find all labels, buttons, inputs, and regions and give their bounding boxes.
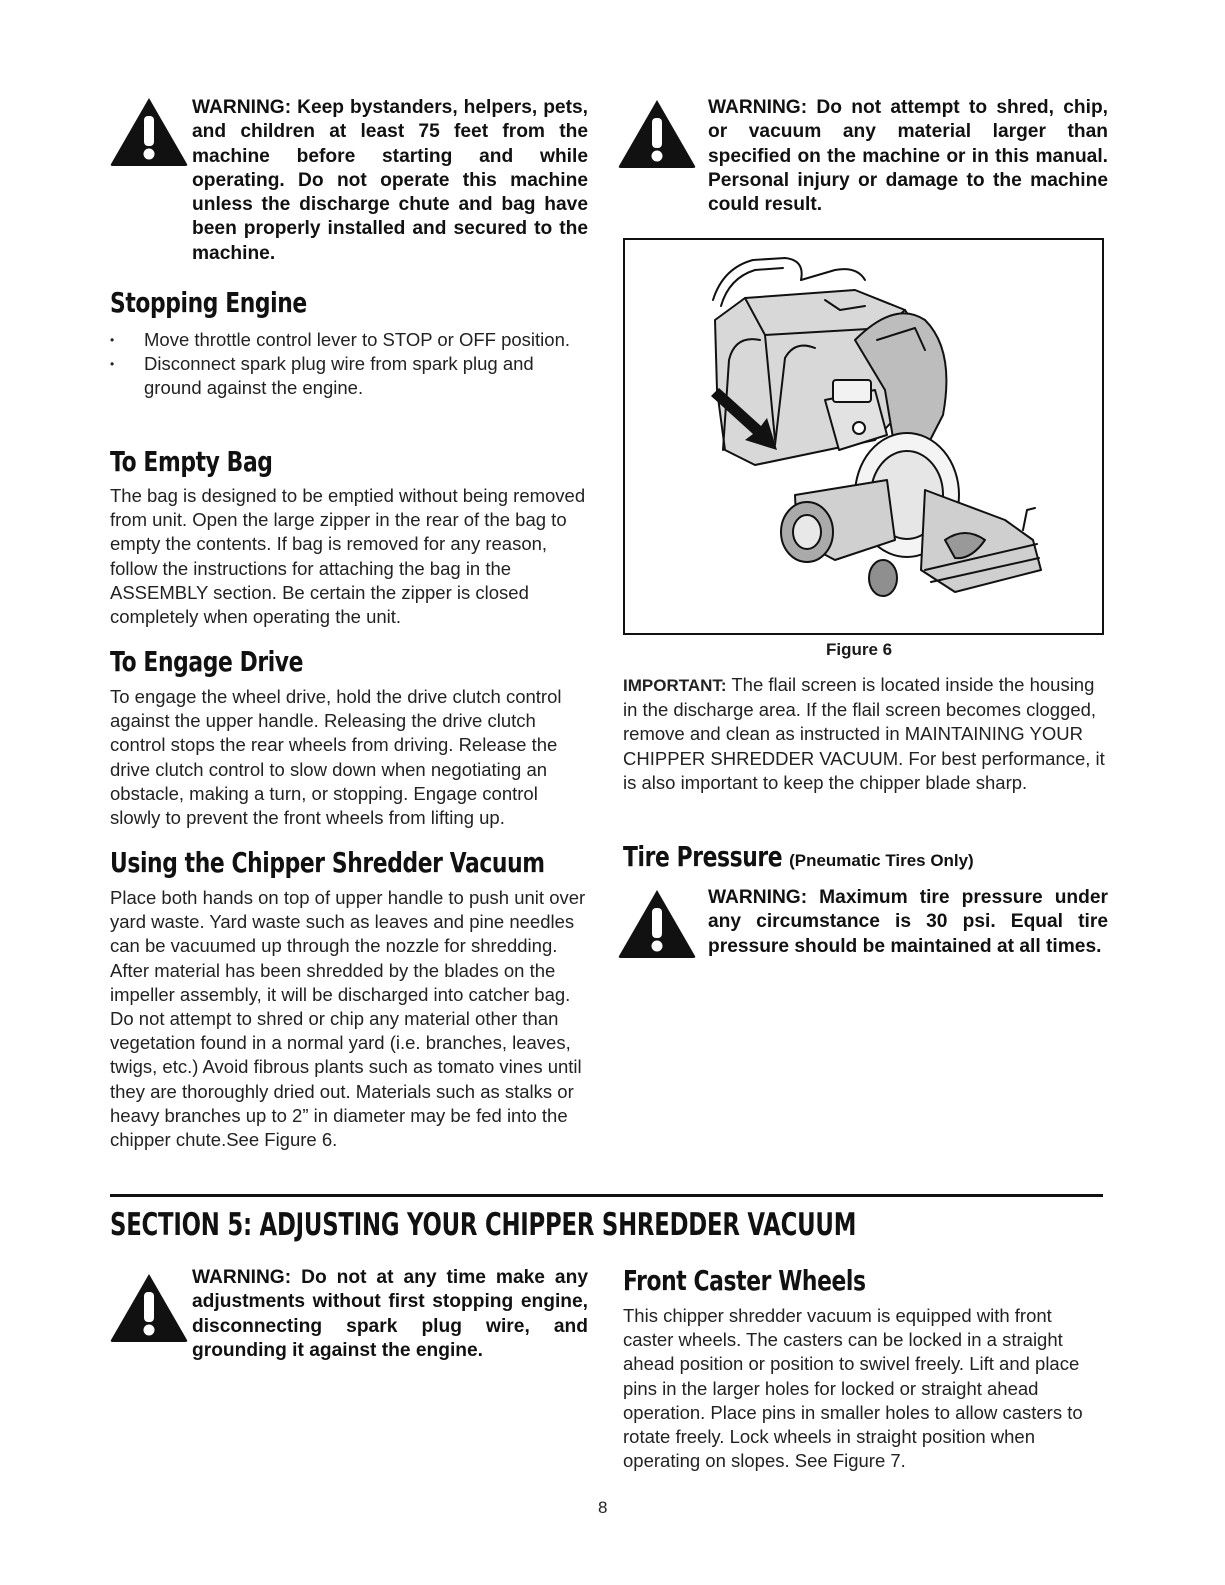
important-text: The flail screen is located inside the housing in the discharge area. If the flail screen becomes clogged, remove and clean as instructed in MAINTAINING YOUR CHIPPER SHREDDER VACUUM. For best performance, it is also important to keep the chipper blade sharp. bbox=[623, 674, 1105, 793]
warning-material bbox=[618, 96, 1110, 226]
important-paragraph bbox=[623, 673, 1105, 795]
warning-tire-pressure bbox=[618, 886, 1110, 991]
warning-triangle-icon bbox=[618, 888, 696, 958]
important-label: IMPORTANT: bbox=[623, 676, 727, 695]
heading-stopping-engine: Stopping Engine bbox=[110, 286, 307, 319]
stopping-engine-list bbox=[108, 328, 578, 401]
warning-adjustments-text: WARNING: Do not at any time make any adjustments without first stopping engine, disconnecting spark plug wire, and grounding it against the engine. bbox=[192, 1267, 588, 1361]
figure-6-caption: Figure 6 bbox=[826, 640, 893, 659]
list-item: • Move throttle control lever to STOP or OFF position. bbox=[108, 328, 578, 352]
heading-front-caster-wheels: Front Caster Wheels bbox=[623, 1264, 866, 1297]
warning-tire-pressure-text: WARNING: Maximum tire pressure under any circumstance is 30 psi. Equal tire pressure should be maintained at all times. bbox=[708, 887, 1108, 957]
chipper-shredder-vacuum-illustration bbox=[625, 240, 1102, 633]
warning-triangle-icon bbox=[110, 1272, 188, 1342]
warning-triangle-icon bbox=[618, 98, 696, 168]
warning-bystanders-text: WARNING: Keep bystanders, helpers, pets, and children at least 75 feet from the machine before starting and while operating. Do not operate this machine unless the discharge chute and bag have been properly installed and secured to the machine. bbox=[192, 97, 588, 264]
using-vacuum-text: Place both hands on top of upper handle to push unit over yard waste. Yard waste such as leaves and pine needles can be vacuumed up through the nozzle for shredding. After material has been shredded by the blades on the impeller assembly, it will be discharged into catcher bag. Do not attempt to shred or chip any material other than vegetation found in a normal yard (i.e. branches, leaves, twigs, etc.) Avoid fibrous plants such as tomato vines until they are thoroughly dried out. Materials such as stalks or heavy branches up to 2” in diameter may be fed into the chipper chute.See Figure 6. bbox=[110, 887, 586, 1151]
heading-using-vacuum: Using the Chipper Shredder Vacuum bbox=[110, 846, 545, 879]
section-5-title: SECTION 5: ADJUSTING YOUR CHIPPER SHREDDER VACUUM bbox=[110, 1207, 857, 1243]
empty-bag-text: The bag is designed to be emptied without being removed from unit. Open the large zipper in the rear of the bag to empty the contents. If bag is removed for any reason, follow the instructions for attaching the bag in the ASSEMBLY section. Be certain the zipper is closed completely when operating the unit. bbox=[110, 485, 586, 628]
engage-drive-text: To engage the wheel drive, hold the drive clutch control against the upper handle. Releasing the drive clutch control stops the rear wheels from driving. Release the drive clutch control to slow down when negotiating an obstacle, making a turn, or stopping. Engage control slowly to prevent the front wheels from lifting up. bbox=[110, 686, 562, 829]
heading-empty-bag: To Empty Bag bbox=[110, 445, 273, 478]
figure-6 bbox=[623, 238, 1104, 635]
list-item: • Disconnect spark plug wire from spark plug and ground against the engine. bbox=[108, 352, 578, 400]
front-caster-wheels-text: This chipper shredder vacuum is equipped with front caster wheels. The casters can be locked in a straight ahead position or position to swivel freely. Lift and place pins in the larger holes for locked or straight ahead operation. Place pins in smaller holes to allow casters to rotate freely. Lock wheels in straight position when operating on slopes. See Figure 7. bbox=[623, 1305, 1083, 1472]
heading-tire-pressure bbox=[623, 840, 975, 878]
tire-pressure-title: Tire Pressure bbox=[623, 840, 783, 873]
page-number: 8 bbox=[598, 1498, 608, 1517]
warning-adjustments bbox=[110, 1266, 590, 1371]
section-divider bbox=[110, 1194, 1103, 1197]
heading-engage-drive: To Engage Drive bbox=[110, 645, 304, 678]
warning-triangle-icon bbox=[110, 96, 188, 166]
warning-material-text: WARNING: Do not attempt to shred, chip, or vacuum any material larger than specified on the machine or in this manual. Personal injury or damage to the machine could result. bbox=[708, 97, 1108, 216]
warning-bystanders bbox=[110, 96, 590, 271]
tire-pressure-subtitle: (Pneumatic Tires Only) bbox=[789, 851, 975, 870]
